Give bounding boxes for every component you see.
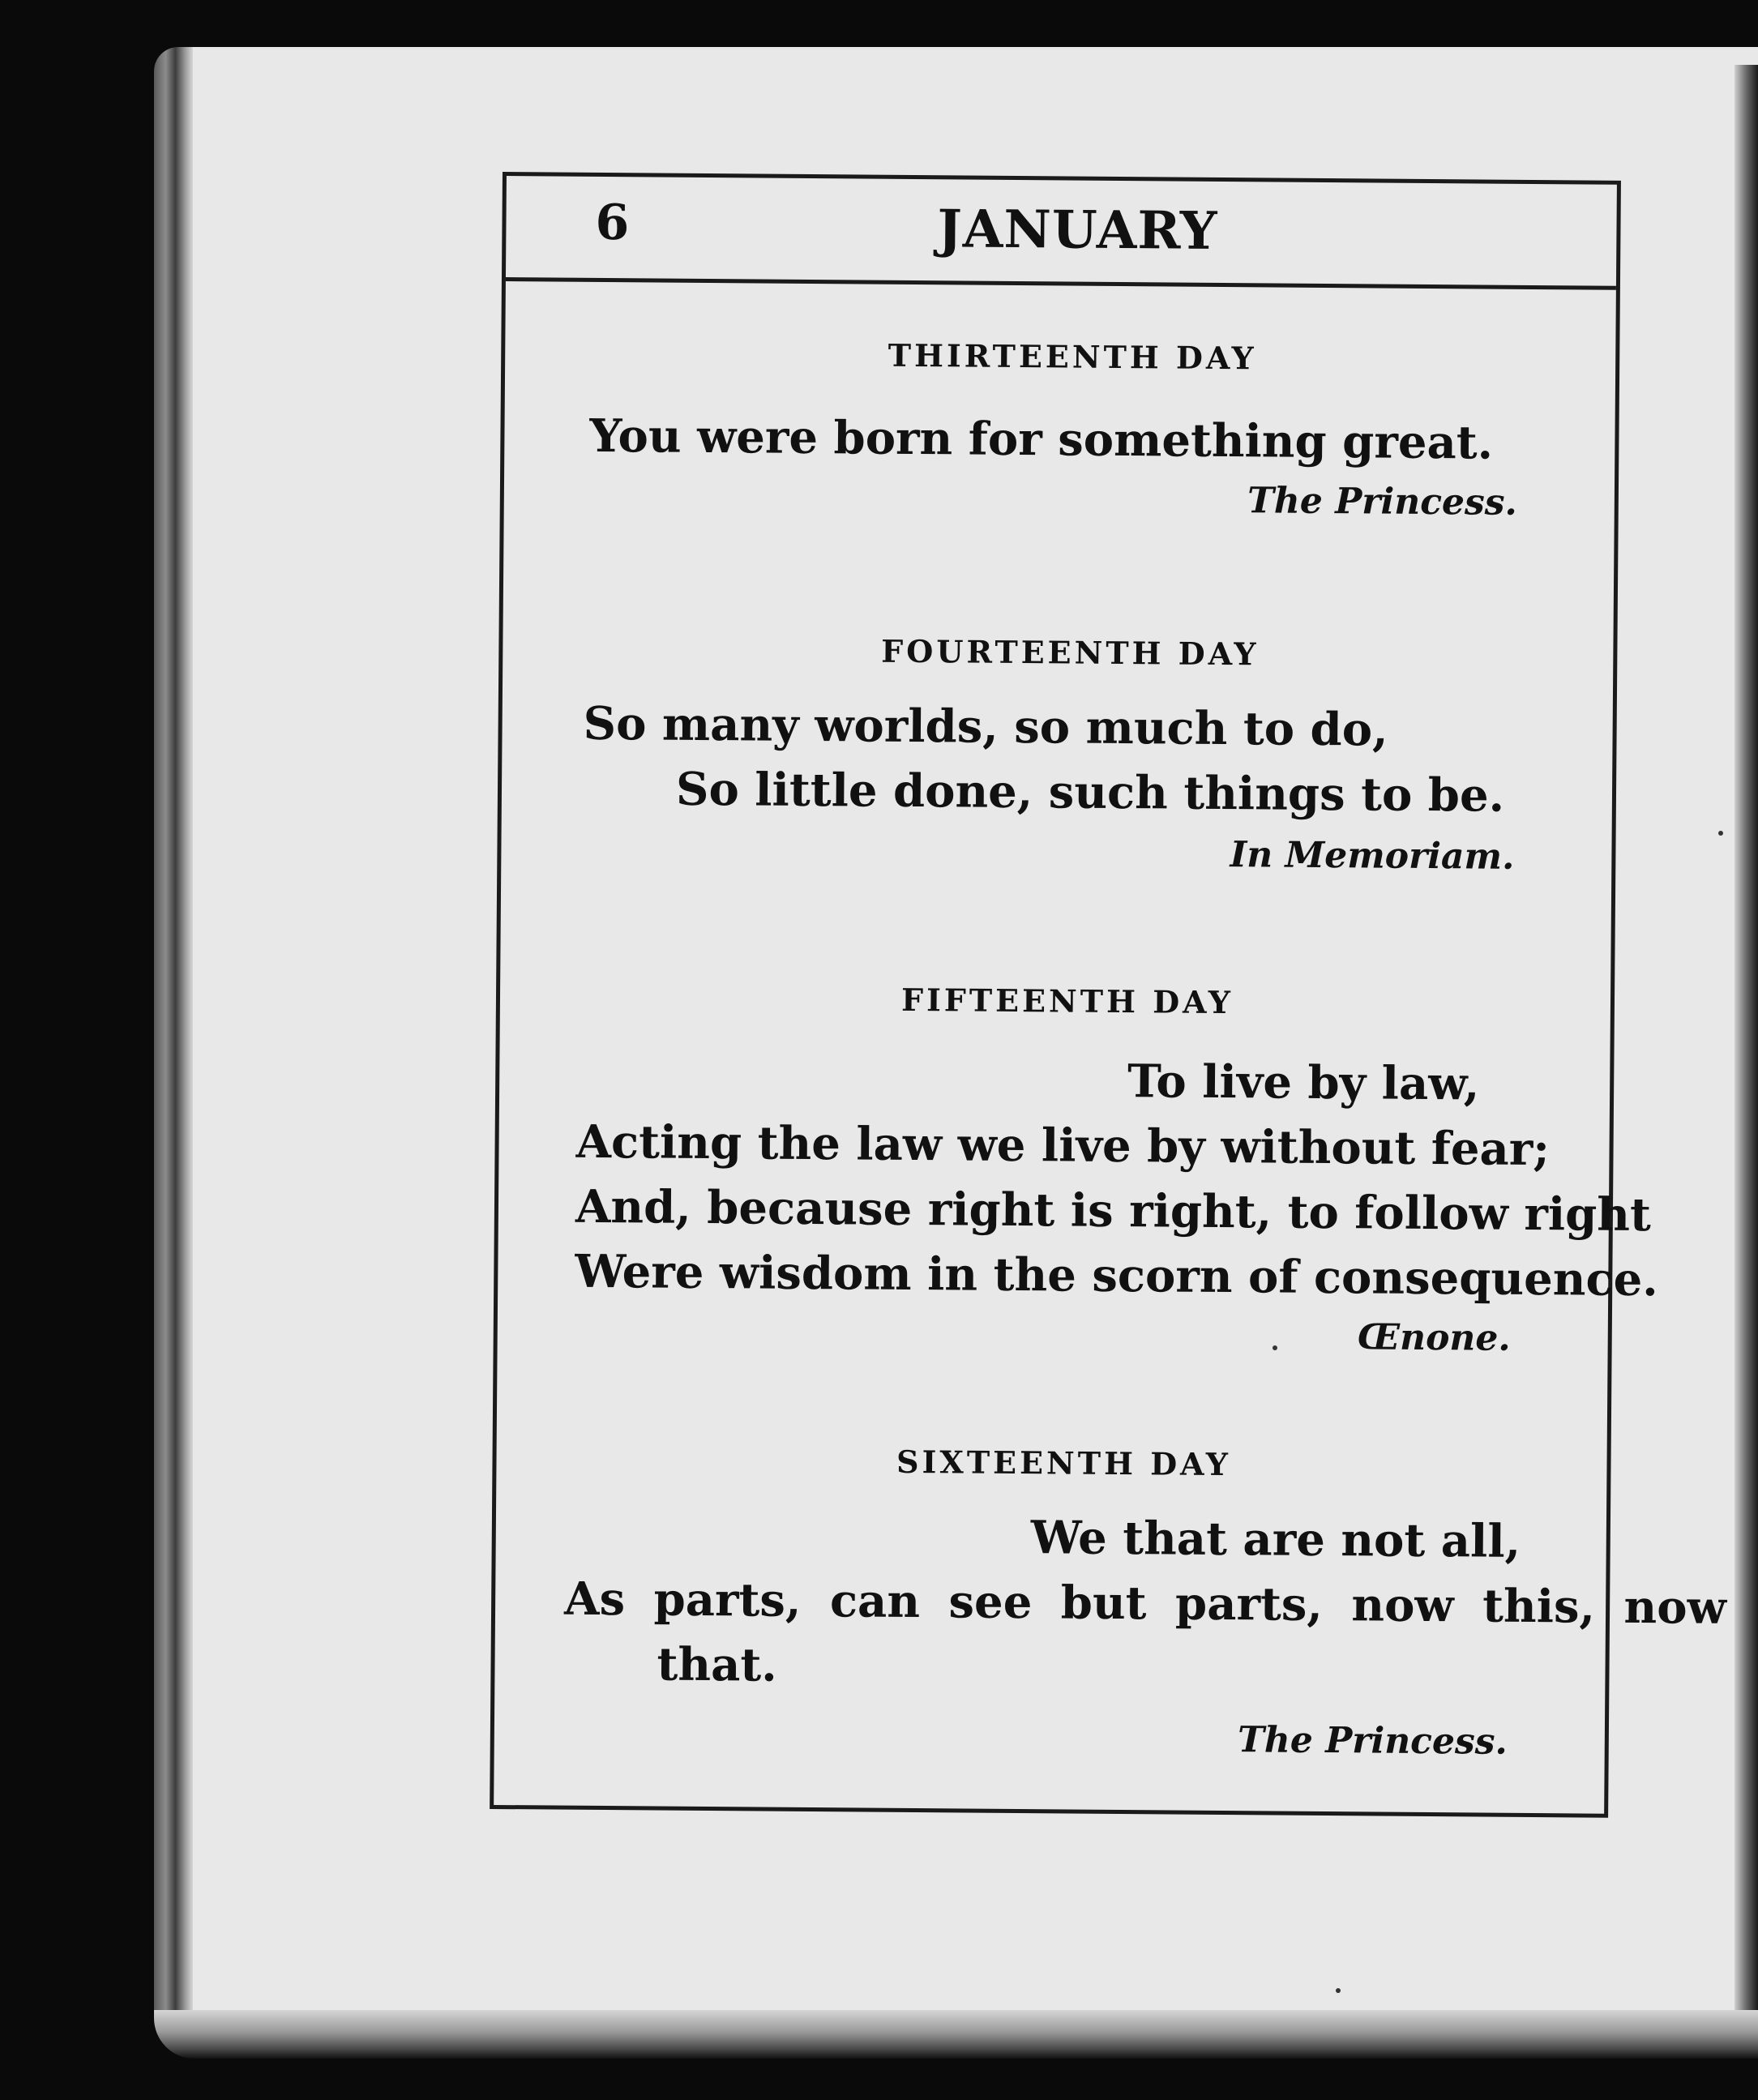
verse-line: And, because right is right, to follow right [575, 1179, 1652, 1242]
day-heading: FIFTEENTH DAY [900, 981, 1234, 1021]
quote-source: The Princess. [1237, 1719, 1508, 1763]
verse-line: So little done, such things to be. [675, 762, 1505, 823]
day-entry [504, 334, 1616, 524]
day-heading: FOURTEENTH DAY [881, 632, 1260, 673]
calendar-frame [490, 172, 1727, 1818]
verse-line: As parts, can see but parts, now this, now [563, 1572, 1727, 1635]
right-page-edge [1734, 65, 1758, 2042]
dust-speck [1718, 831, 1723, 836]
verse-line: Were wisdom in the scorn of consequence. [575, 1244, 1659, 1307]
verse-line: You were born for something great. [589, 408, 1494, 470]
verse-line: To live by law, [1127, 1054, 1480, 1111]
month-title: JANUARY [937, 199, 1218, 262]
day-entry [498, 978, 1659, 1360]
day-heading: SIXTEENTH DAY [896, 1443, 1232, 1483]
verse-line: Acting the law we live by without fear; [575, 1114, 1551, 1177]
quote-source: In Memoriam. [1230, 834, 1515, 878]
day-entry [494, 1440, 1727, 1764]
quote-source: Œnone. [1357, 1316, 1511, 1359]
bottom-page-edge [154, 2010, 1758, 2059]
day-entry [501, 630, 1613, 879]
page-header [506, 176, 1617, 290]
verse-line: We that are not all, [1030, 1511, 1521, 1568]
verse-line: that. [657, 1637, 778, 1692]
book-binding-edge [154, 47, 193, 2049]
day-heading: THIRTEENTH DAY [888, 336, 1257, 377]
page-number: 6 [595, 194, 630, 252]
quote-source: The Princess. [1247, 480, 1518, 524]
dust-speck [1336, 1988, 1341, 1993]
verse-line: So many worlds, so much to do, [583, 696, 1388, 757]
